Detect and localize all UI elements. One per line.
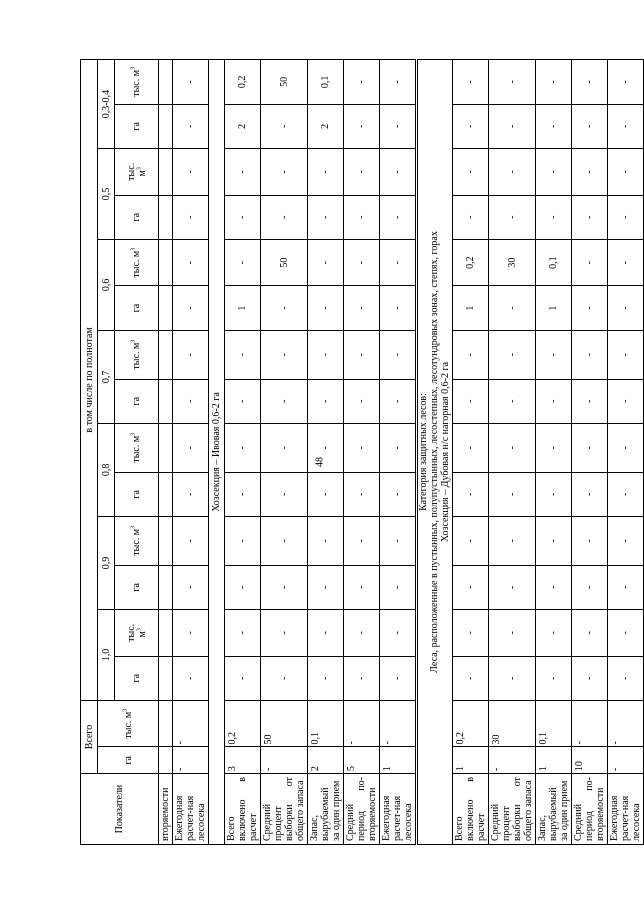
table-cell: -	[308, 516, 344, 565]
table-cell: 0,2	[225, 60, 261, 105]
ha-header: га	[115, 656, 159, 700]
table-cell: -	[173, 472, 209, 516]
table-cell: -	[453, 330, 489, 379]
table-cell	[159, 423, 173, 472]
row-label: Средний процент выборки от общего запаса	[489, 774, 536, 845]
table-cell: -	[453, 423, 489, 472]
table-cell: -	[380, 149, 417, 196]
table-cell: -	[489, 565, 536, 609]
total-ha-cell: 1	[380, 747, 417, 774]
table-cell: -	[173, 516, 209, 565]
table-cell: -	[608, 149, 644, 196]
table-row	[308, 60, 344, 845]
total-m3-cell: 0,2	[225, 700, 261, 747]
table-cell: -	[225, 656, 261, 700]
m3-header: тыс. $м^3$	[115, 239, 159, 286]
table-cell	[159, 239, 173, 286]
indicators-header: Показатели	[81, 774, 159, 845]
table-cell: -	[453, 195, 489, 239]
density-group-header: в том числе по полнотам	[81, 60, 98, 701]
table-cell: -	[261, 286, 308, 330]
table-cell: -	[380, 610, 417, 657]
table-cell: -	[261, 104, 308, 148]
table-cell: -	[308, 286, 344, 330]
table-cell: -	[489, 149, 536, 196]
table-cell: -	[608, 104, 644, 148]
row-label: Ежегодная расчет-ная лесосека	[608, 774, 644, 845]
table-cell: -	[308, 565, 344, 609]
table-cell: -	[225, 149, 261, 196]
category-title: Категория защитных лесов:	[418, 393, 429, 511]
total-ha-cell: 2	[308, 747, 344, 774]
table-cell: -	[344, 610, 380, 657]
total-ha-cell	[159, 747, 173, 774]
table-cell: -	[608, 379, 644, 423]
density-0-3-0-4: 0,3-0,4	[98, 60, 115, 149]
m3-header: тыс. $м^3$	[115, 423, 159, 472]
table-row	[380, 60, 417, 845]
table-cell: -	[608, 330, 644, 379]
table-cell: -	[344, 149, 380, 196]
table-cell: 30	[489, 239, 536, 286]
table-cell: -	[489, 472, 536, 516]
table-cell: -	[453, 516, 489, 565]
page-number-text: 48	[314, 457, 326, 467]
table-cell: -	[261, 610, 308, 657]
density-0-7: 0,7	[98, 330, 115, 423]
table-cell	[159, 149, 173, 196]
table-cell: -	[261, 656, 308, 700]
ha-header: га	[115, 286, 159, 330]
density-0-8: 0,8	[98, 423, 115, 516]
table-cell: -	[225, 239, 261, 286]
total-m3-header: тыс. $м^3$	[98, 700, 159, 747]
section-row	[209, 60, 225, 845]
table-cell: -	[225, 516, 261, 565]
total-m3-cell: -	[572, 700, 608, 747]
table-cell: -	[572, 565, 608, 609]
table-cell: -	[380, 516, 417, 565]
table-cell: 0,2	[453, 239, 489, 286]
header-row-2	[98, 60, 115, 845]
density-0-9: 0,9	[98, 516, 115, 609]
table-cell: -	[572, 149, 608, 196]
table-cell: -	[608, 423, 644, 472]
table-cell: -	[344, 472, 380, 516]
table-cell: -	[536, 565, 572, 609]
table-cell: -	[173, 239, 209, 286]
m3-header: тыс. $м^3$	[115, 60, 159, 105]
table-cell: -	[453, 565, 489, 609]
row-label: Запас, вырубаемый за один прием	[308, 774, 344, 845]
total-ha-cell: -	[608, 747, 644, 774]
table-cell: -	[453, 60, 489, 105]
table-cell: -	[608, 195, 644, 239]
table-cell: -	[453, 379, 489, 423]
table-cell: -	[608, 286, 644, 330]
table-cell	[159, 330, 173, 379]
table-cell	[159, 379, 173, 423]
total-m3-cell: -	[173, 700, 209, 747]
table-row	[261, 60, 308, 845]
ha-header: га	[115, 472, 159, 516]
table-cell: 1	[225, 286, 261, 330]
table-row	[225, 60, 261, 845]
table-cell: -	[308, 610, 344, 657]
table-cell: -	[261, 379, 308, 423]
table-cell: -	[572, 104, 608, 148]
table-row	[536, 60, 572, 845]
table-cell: -	[380, 239, 417, 286]
total-m3-cell: 0,2	[453, 700, 489, 747]
table-cell: -	[344, 656, 380, 700]
table-cell: -	[489, 104, 536, 148]
category-label	[417, 60, 453, 845]
ha-header: га	[115, 565, 159, 609]
table-cell: -	[608, 516, 644, 565]
table-cell: -	[380, 104, 417, 148]
table-cell: -	[489, 60, 536, 105]
table-cell: -	[453, 104, 489, 148]
table-row	[608, 60, 644, 845]
table-cell: -	[225, 330, 261, 379]
table-cell: -	[536, 472, 572, 516]
table-cell: -	[225, 565, 261, 609]
table-row	[453, 60, 489, 845]
total-m3-cell: 0,1	[308, 700, 344, 747]
table-cell: -	[261, 516, 308, 565]
table-cell: 2	[225, 104, 261, 148]
table-cell: -	[572, 195, 608, 239]
table-cell: -	[225, 423, 261, 472]
table-cell: -	[173, 565, 209, 609]
row-label: Ежегодная расчет-ная лесосека	[173, 774, 209, 845]
table-cell: -	[489, 379, 536, 423]
header-row-1	[81, 60, 98, 845]
total-ha-cell: 3	[225, 747, 261, 774]
table-cell: -	[308, 195, 344, 239]
table-cell: -	[489, 610, 536, 657]
table-cell: 0,1	[308, 60, 344, 105]
table-cell: -	[489, 516, 536, 565]
section-label: Хозсекция – Ивовая 0,6-2 га	[209, 60, 225, 845]
total-ha-cell: -	[261, 747, 308, 774]
table-cell	[159, 60, 173, 105]
table-cell	[159, 656, 173, 700]
table-cell: -	[608, 656, 644, 700]
table-cell: -	[536, 330, 572, 379]
table-cell: -	[536, 104, 572, 148]
table-cell	[159, 286, 173, 330]
table-cell: -	[261, 423, 308, 472]
total-ha-cell: -	[173, 747, 209, 774]
table-cell: -	[308, 330, 344, 379]
table-cell: -	[173, 610, 209, 657]
density-1-0: 1,0	[98, 610, 115, 701]
table-cell: -	[344, 379, 380, 423]
table-cell: -	[572, 423, 608, 472]
table-cell: -	[344, 195, 380, 239]
table-cell: -	[572, 379, 608, 423]
table-cell: -	[380, 565, 417, 609]
table-cell: -	[536, 149, 572, 196]
table-cell: -	[344, 516, 380, 565]
table-cell: -	[308, 379, 344, 423]
table-cell: -	[453, 656, 489, 700]
total-m3-cell: -	[608, 700, 644, 747]
total-ha-cell: 10	[572, 747, 608, 774]
table-cell: -	[489, 286, 536, 330]
table-cell: -	[308, 149, 344, 196]
table-cell: -	[173, 286, 209, 330]
table-cell: -	[453, 610, 489, 657]
table-cell: -	[344, 239, 380, 286]
table-cell: -	[489, 423, 536, 472]
table-cell	[159, 516, 173, 565]
total-m3-cell: -	[344, 700, 380, 747]
table-cell: -	[453, 472, 489, 516]
table-row	[173, 60, 209, 845]
row-label: Средний период по-вторяемости	[344, 774, 380, 845]
table-cell: -	[261, 149, 308, 196]
table-cell: -	[608, 472, 644, 516]
table-cell: -	[572, 330, 608, 379]
table-cell: -	[608, 239, 644, 286]
category-row	[417, 60, 453, 845]
table-cell: -	[489, 195, 536, 239]
row-label: Ежегодная расчет-ная лесосека	[380, 774, 417, 845]
table-cell: -	[344, 60, 380, 105]
section-label: Хозсекция – Дубовая н/с нагорная 0,6-2 га	[440, 361, 451, 543]
table-cell: -	[380, 195, 417, 239]
table-cell: -	[261, 195, 308, 239]
table-cell: -	[380, 423, 417, 472]
table-cell: -	[572, 516, 608, 565]
table-cell	[159, 195, 173, 239]
total-m3-cell: 0,1	[536, 700, 572, 747]
row-label: Запас, вырубаемый за один прием	[536, 774, 572, 845]
table-cell: -	[261, 565, 308, 609]
table-cell: -	[344, 286, 380, 330]
total-m3-cell: 30	[489, 700, 536, 747]
ha-header: га	[115, 104, 159, 148]
table-cell: -	[536, 516, 572, 565]
total-m3-cell: -	[380, 700, 417, 747]
total-header: Всего	[81, 700, 98, 773]
table-cell: -	[380, 286, 417, 330]
table-cell: -	[173, 423, 209, 472]
category-subtitle: Леса, расположенные в пустынных, полупустынных, лесостепных, лесотундровых зонах, степях, горах	[429, 231, 440, 673]
total-m3-cell: 50	[261, 700, 308, 747]
table-cell: -	[380, 330, 417, 379]
row-label: вторяемости	[159, 774, 173, 845]
table-cell: -	[536, 610, 572, 657]
table-cell: -	[572, 472, 608, 516]
table-cell: 1	[536, 286, 572, 330]
row-label: Всего включено в расчет	[453, 774, 489, 845]
table-cell: -	[173, 656, 209, 700]
m3-header: тыс. $м^3$	[115, 516, 159, 565]
table-cell: -	[308, 656, 344, 700]
table-cell: -	[344, 423, 380, 472]
table-cell: -	[536, 60, 572, 105]
table-cell: -	[225, 195, 261, 239]
table-cell	[159, 565, 173, 609]
table-cell: -	[536, 195, 572, 239]
table-cell: -	[173, 104, 209, 148]
table-cell: -	[453, 149, 489, 196]
table-cell: -	[344, 104, 380, 148]
table-cell	[159, 472, 173, 516]
row-label: Всего включено в расчет	[225, 774, 261, 845]
table-cell: -	[608, 610, 644, 657]
table-cell: -	[380, 60, 417, 105]
row-label: Средний период по-вторяемости	[572, 774, 608, 845]
table-cell: -	[536, 379, 572, 423]
density-0-6: 0,6	[98, 239, 115, 330]
table-cell: -	[536, 423, 572, 472]
table-cell: -	[261, 472, 308, 516]
table-cell: -	[380, 472, 417, 516]
total-ha-cell: -	[489, 747, 536, 774]
table-cell: 1	[453, 286, 489, 330]
ha-header: га	[115, 379, 159, 423]
table-cell: -	[173, 195, 209, 239]
m3-header: тыс. $м^3$	[115, 330, 159, 379]
table-cell: -	[489, 656, 536, 700]
table-cell: -	[344, 330, 380, 379]
table-row	[489, 60, 536, 845]
table-cell: -	[572, 60, 608, 105]
table-cell	[159, 610, 173, 657]
total-ha-cell: 1	[453, 747, 489, 774]
table-cell: -	[344, 565, 380, 609]
m3-header: тыс. $м^3$	[115, 149, 159, 196]
table-cell: -	[536, 656, 572, 700]
table-cell: -	[308, 423, 344, 472]
table-cell: -	[572, 286, 608, 330]
table-cell: -	[225, 472, 261, 516]
table-cell: -	[173, 60, 209, 105]
table-cell: 0,1	[536, 239, 572, 286]
table-cell: -	[173, 149, 209, 196]
table-cell: -	[173, 379, 209, 423]
table-cell: -	[308, 239, 344, 286]
row-label: Средний процент выборки от общего запаса	[261, 774, 308, 845]
table-cell: -	[225, 379, 261, 423]
table-cell: -	[380, 656, 417, 700]
table-cell: -	[572, 239, 608, 286]
table-cell: -	[608, 60, 644, 105]
table-cell: -	[380, 379, 417, 423]
table-cell: -	[572, 610, 608, 657]
total-ha-cell: 5	[344, 747, 380, 774]
table-cell: -	[608, 565, 644, 609]
m3-header: тыс. $м^3$	[115, 610, 159, 657]
table-cell: -	[261, 330, 308, 379]
table-cell: -	[225, 610, 261, 657]
table-cell: -	[308, 472, 344, 516]
table-cell	[159, 104, 173, 148]
forest-table	[80, 59, 644, 845]
table-cell: 50	[261, 60, 308, 105]
table-row	[572, 60, 608, 845]
ha-header: га	[115, 195, 159, 239]
table-cell: 50	[261, 239, 308, 286]
table-row	[159, 60, 173, 845]
total-m3-cell	[159, 700, 173, 747]
total-ha-cell: 1	[536, 747, 572, 774]
table-cell: -	[572, 656, 608, 700]
table-cell: -	[173, 330, 209, 379]
total-ha-header: га	[98, 747, 159, 774]
table-cell: -	[489, 330, 536, 379]
density-0-5: 0,5	[98, 149, 115, 240]
table-cell: 2	[308, 104, 344, 148]
table-row	[344, 60, 380, 845]
